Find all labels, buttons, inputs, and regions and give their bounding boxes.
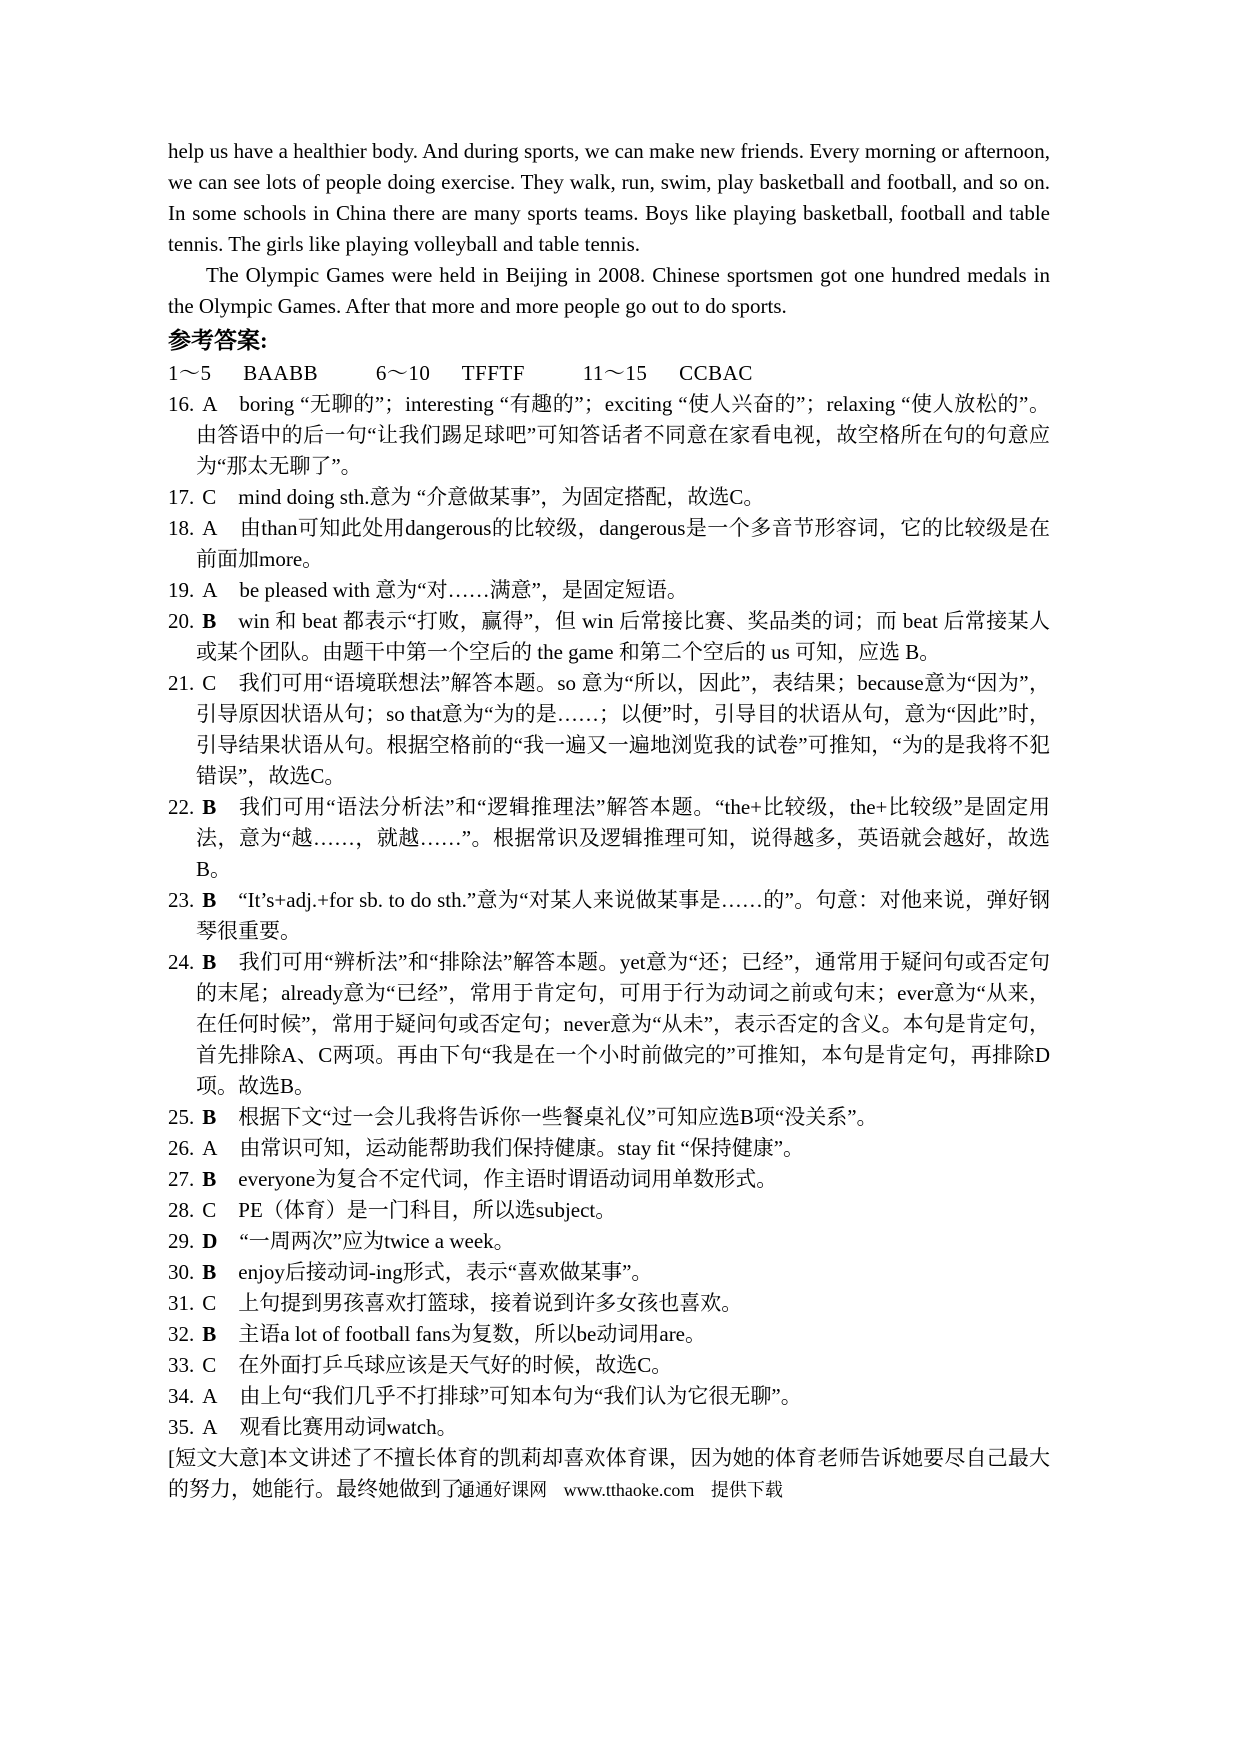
item-number: 24. bbox=[168, 950, 195, 974]
answer-letters: TFFTF bbox=[461, 361, 525, 385]
answer-item bbox=[168, 1164, 1050, 1195]
answer-range: 11～15 bbox=[582, 361, 648, 385]
item-explanation: 在外面打乒乓球应该是天气好的时候，故选C。 bbox=[238, 1353, 673, 1377]
footer-note: 提供下载 bbox=[710, 1480, 783, 1500]
item-number: 18. bbox=[168, 516, 195, 540]
item-answer-letter: B bbox=[202, 1322, 217, 1346]
item-number: 29. bbox=[168, 1229, 195, 1253]
answer-item bbox=[168, 668, 1050, 792]
item-number: 33. bbox=[168, 1353, 195, 1377]
item-explanation: boring “无聊的”；interesting “有趣的”；exciting “使人兴奋的”；relaxing “使人放松的”。由答语中的后一句“让我们踢足球吧”可知答话者不同意在家看电视，故空格所在句的句意应为“那太无聊了”。 bbox=[196, 392, 1050, 478]
item-explanation: 由上句“我们几乎不打排球”可知本句为“我们认为它很无聊”。 bbox=[239, 1384, 802, 1408]
answer-item bbox=[168, 1102, 1050, 1133]
item-number: 22. bbox=[168, 795, 195, 819]
item-answer-letter: A bbox=[202, 1415, 218, 1439]
item-answer-letter: D bbox=[202, 1229, 218, 1253]
item-explanation: 观看比赛用动词watch。 bbox=[239, 1415, 458, 1439]
item-answer-letter: A bbox=[202, 1384, 218, 1408]
item-answer-letter: B bbox=[202, 1105, 217, 1129]
item-number: 34. bbox=[168, 1384, 195, 1408]
answer-item bbox=[168, 1133, 1050, 1164]
item-number: 27. bbox=[168, 1167, 195, 1191]
item-explanation: everyone为复合不定代词，作主语时谓语动词用单数形式。 bbox=[238, 1167, 778, 1191]
item-explanation: be pleased with 意为“对……满意”，是固定短语。 bbox=[239, 578, 688, 602]
answer-explanations-list bbox=[168, 389, 1050, 1443]
answer-item bbox=[168, 575, 1050, 606]
item-number: 25. bbox=[168, 1105, 195, 1129]
item-number: 32. bbox=[168, 1322, 195, 1346]
answer-item bbox=[168, 1195, 1050, 1226]
answer-group-11-15 bbox=[583, 361, 753, 385]
item-answer-letter: B bbox=[202, 1260, 217, 1284]
item-number: 35. bbox=[168, 1415, 195, 1439]
item-number: 19. bbox=[168, 578, 195, 602]
answer-item bbox=[168, 606, 1050, 668]
passage-paragraph-2: The Olympic Games were held in Beijing in 2008. Chinese sportsmen got one hundred medals in the Olympic Games. After that more and more people go out to do sports. bbox=[168, 263, 1050, 318]
item-answer-letter: A bbox=[202, 578, 218, 602]
item-answer-letter: B bbox=[202, 1167, 217, 1191]
answer-item bbox=[168, 1319, 1050, 1350]
passage-summary: [短文大意]本文讲述了不擅长体育的凯莉却喜欢体育课，因为她的体育老师告诉她要尽自己最大的努力，她能行。最终她做到了。 bbox=[168, 1446, 1050, 1501]
footer-site-name: 通通好课网 bbox=[457, 1480, 548, 1500]
answer-group-1-5 bbox=[168, 361, 324, 385]
item-answer-letter: C bbox=[202, 1291, 217, 1315]
answer-item bbox=[168, 1226, 1050, 1257]
answer-item bbox=[168, 947, 1050, 1102]
item-answer-letter: C bbox=[202, 1353, 217, 1377]
item-number: 31. bbox=[168, 1291, 195, 1315]
answer-item bbox=[168, 792, 1050, 885]
item-answer-letter: B bbox=[202, 795, 217, 819]
answer-item bbox=[168, 1381, 1050, 1412]
page-footer bbox=[0, 1478, 1240, 1502]
item-explanation: 主语a lot of football fans为复数，所以be动词用are。 bbox=[238, 1322, 707, 1346]
item-explanation: 我们可用“语法分析法”和“逻辑推理法”解答本题。“the+比较级，the+比较级”是固定用法，意为“越……，就越……”。根据常识及逻辑推理可知，说得越多，英语就会越好，故选B。 bbox=[196, 795, 1050, 881]
item-explanation: 由常识可知，运动能帮助我们保持健康。stay fit “保持健康”。 bbox=[239, 1136, 805, 1160]
answer-item bbox=[168, 482, 1050, 513]
item-explanation: 根据下文“过一会儿我将告诉你一些餐桌礼仪”可知应选B项“没关系”。 bbox=[238, 1105, 878, 1129]
item-explanation: win 和 beat 都表示“打败，赢得”，但 win 后常接比赛、奖品类的词；而 beat 后常接某人或某个团队。由题干中第一个空后的 the game 和第二个空后的 us 可知，应选 B。 bbox=[196, 609, 1050, 664]
item-explanation: 我们可用“辨析法”和“排除法”解答本题。yet意为“还；已经”，通常用于疑问句或否定句的末尾；already意为“已经”，常用于肯定句，可用于行为动词之前或句末；ever意为“从来，在任何时候”，常用于疑问句或否定句；never意为“从未”，表示否定的含义。本句是肯定句，首先排除A、C两项。再由下句“我是在一个小时前做完的”可推知，本句是肯定句，再排除D项。故选B。 bbox=[196, 950, 1050, 1098]
item-number: 17. bbox=[168, 485, 195, 509]
item-explanation: 由than可知此处用dangerous的比较级，dangerous是一个多音节形容词，它的比较级是在前面加more。 bbox=[196, 516, 1050, 571]
answer-item bbox=[168, 1288, 1050, 1319]
answer-key-row bbox=[168, 357, 1050, 389]
item-explanation: 我们可用“语境联想法”解答本题。so 意为“所以，因此”，表结果；because意为“因为”，引导原因状语从句；so that意为“为的是……；以便”时，引导目的状语从句，意为“因此”时，引导结果状语从句。根据空格前的“我一遍又一遍地浏览我的试卷”可推知，“为的是我将不犯错误”，故选C。 bbox=[196, 671, 1050, 788]
item-explanation: “一周两次”应为twice a week。 bbox=[239, 1229, 515, 1253]
item-number: 23. bbox=[168, 888, 195, 912]
item-answer-letter: B bbox=[202, 950, 217, 974]
item-number: 20. bbox=[168, 609, 195, 633]
item-number: 28. bbox=[168, 1198, 195, 1222]
answer-letters: CCBAC bbox=[679, 361, 753, 385]
answer-letters: BAABB bbox=[243, 361, 319, 385]
item-answer-letter: B bbox=[202, 609, 217, 633]
answer-range: 6～10 bbox=[375, 361, 431, 385]
item-answer-letter: C bbox=[202, 1198, 217, 1222]
answer-item bbox=[168, 1350, 1050, 1381]
item-answer-letter: A bbox=[202, 1136, 218, 1160]
item-answer-letter: C bbox=[202, 485, 217, 509]
item-number: 30. bbox=[168, 1260, 195, 1284]
item-explanation: PE（体育）是一门科目，所以选subject。 bbox=[238, 1198, 617, 1222]
item-explanation: mind doing sth.意为 “介意做某事”，为固定搭配，故选C。 bbox=[238, 485, 765, 509]
item-number: 16. bbox=[168, 392, 195, 416]
answer-item bbox=[168, 389, 1050, 482]
answer-item bbox=[168, 885, 1050, 947]
item-number: 21. bbox=[168, 671, 195, 695]
item-explanation: 上句提到男孩喜欢打篮球，接着说到许多女孩也喜欢。 bbox=[238, 1291, 743, 1315]
answer-group-6-10 bbox=[376, 361, 531, 385]
answer-item bbox=[168, 1257, 1050, 1288]
item-number: 26. bbox=[168, 1136, 195, 1160]
footer-url: www.tthaoke.com bbox=[563, 1480, 695, 1500]
answers-heading: 参考答案: bbox=[168, 328, 268, 353]
answer-range: 1～5 bbox=[168, 361, 212, 385]
item-answer-letter: A bbox=[202, 392, 218, 416]
item-answer-letter: B bbox=[202, 888, 217, 912]
item-answer-letter: C bbox=[202, 671, 217, 695]
answer-item bbox=[168, 1412, 1050, 1443]
answer-item bbox=[168, 513, 1050, 575]
passage-paragraph-1: help us have a healthier body. And during sports, we can make new friends. Every morning or afternoon, we can see lots of people doing exercise. They walk, run, swim, play basketball and football, and so on. In some schools in China there are many sports teams. Boys like playing basketball, football and table tennis. The girls like playing volleyball and table tennis. bbox=[168, 139, 1050, 256]
item-explanation: “It’s+adj.+for sb. to do sth.”意为“对某人来说做某事是……的”。句意：对他来说，弹好钢琴很重要。 bbox=[196, 888, 1050, 943]
item-answer-letter: A bbox=[202, 516, 218, 540]
item-explanation: enjoy后接动词-ing形式，表示“喜欢做某事”。 bbox=[238, 1260, 653, 1284]
